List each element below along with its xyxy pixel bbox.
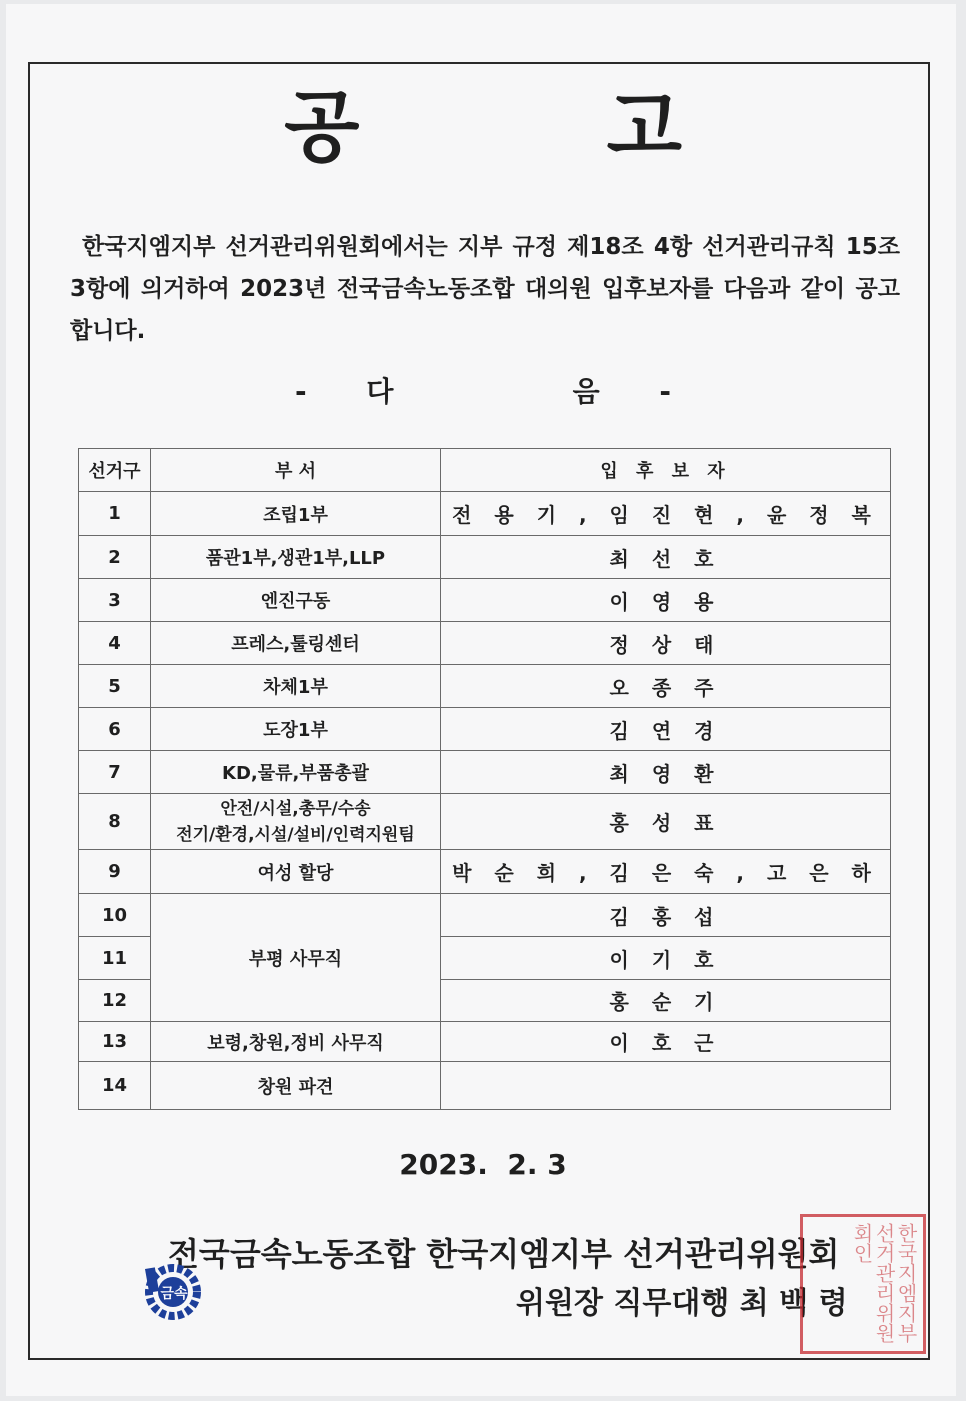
department-cell: 보령,창원,정비 사무직 (151, 1022, 441, 1062)
district-number: 9 (79, 850, 151, 894)
candidate-cell: 이 기 호 (441, 937, 891, 980)
notice-date: 2023. 2. 3 (399, 1148, 567, 1181)
union-logo-icon (98, 1222, 188, 1302)
candidate-cell: 홍 성 표 (441, 794, 891, 850)
candidate-cell (441, 1062, 891, 1110)
notice-subheading: - 다 음 - (294, 375, 672, 408)
district-number: 4 (79, 622, 151, 665)
candidate-cell: 이 호 근 (441, 1022, 891, 1062)
header-district: 선거구 (79, 449, 151, 492)
district-number: 13 (79, 1022, 151, 1062)
table-row (79, 1022, 891, 1062)
department-cell: 여성 할당 (151, 850, 441, 894)
notice-paragraph-text: 한국지엠지부 선거관리위원회에서는 지부 규정 제18조 4항 선거관리규칙 15조 3항에 의거하여 2023년 전국금속노동조합 대의원 입후보자를 다음과 같이 공고합니다. (70, 234, 900, 344)
candidate-table (78, 448, 891, 1110)
district-number: 5 (79, 665, 151, 708)
table-row (79, 894, 891, 937)
district-number: 10 (79, 894, 151, 937)
candidate-cell: 김 홍 섭 (441, 894, 891, 937)
seal-text: 한국지엠지부선거관리위원회인 (850, 1223, 918, 1343)
department-cell: KD,물류,부품총괄 (151, 751, 441, 794)
table-row (79, 751, 891, 794)
table-row (79, 622, 891, 665)
logo-text: 금속 (160, 1286, 188, 1302)
organization-line (98, 1222, 840, 1302)
candidate-cell: 전 용 기 , 임 진 현 , 윤 정 복 (441, 492, 891, 536)
table-row (79, 665, 891, 708)
chairperson-signature-line: 위원장 직무대행 최 백 령 (516, 1286, 848, 1321)
candidate-cell: 오 종 주 (441, 665, 891, 708)
district-number: 6 (79, 708, 151, 751)
department-cell: 도장1부 (151, 708, 441, 751)
candidate-cell: 정 상 태 (441, 622, 891, 665)
department-line-1: 안전/시설,총무/수송 (220, 798, 371, 819)
district-number: 2 (79, 536, 151, 579)
district-number: 1 (79, 492, 151, 536)
department-cell: 엔진구동 (151, 579, 441, 622)
header-candidates: 입 후 보 자 (441, 449, 891, 492)
department-cell: 품관1부,생관1부,LLP (151, 536, 441, 579)
candidate-cell: 김 연 경 (441, 708, 891, 751)
table-row (79, 850, 891, 894)
department-cell: 창원 파견 (151, 1062, 441, 1110)
organization-name: 전국금속노동조합 한국지엠지부 선거관리위원회 (168, 1235, 840, 1273)
union-logo-graphic (143, 1260, 203, 1320)
department-cell: 조립1부 (151, 492, 441, 536)
candidate-cell: 최 선 호 (441, 536, 891, 579)
department-cell: 프레스,툴링센터 (151, 622, 441, 665)
district-number: 8 (79, 794, 151, 850)
district-number: 11 (79, 937, 151, 980)
department-cell (151, 794, 441, 850)
table-row (79, 492, 891, 536)
district-number: 14 (79, 1062, 151, 1110)
department-cell: 차체1부 (151, 665, 441, 708)
candidate-cell: 최 영 환 (441, 751, 891, 794)
district-number: 12 (79, 980, 151, 1022)
candidate-cell: 박 순 희 , 김 은 숙 , 고 은 하 (441, 850, 891, 894)
table-row (79, 794, 891, 850)
department-cell-merged: 부평 사무직 (151, 894, 441, 1022)
notice-title: 공 고 (284, 83, 792, 173)
table-row (79, 536, 891, 579)
notice-paragraph (70, 226, 900, 352)
table-row (79, 708, 891, 751)
official-seal-stamp (800, 1214, 926, 1354)
header-department: 부 서 (151, 449, 441, 492)
table-header-row (79, 449, 891, 492)
district-number: 3 (79, 579, 151, 622)
table-row (79, 1062, 891, 1110)
department-line-2: 전기/환경,시설/설비/인력지원팀 (176, 824, 415, 845)
table-row (79, 579, 891, 622)
candidate-cell: 홍 순 기 (441, 980, 891, 1022)
candidate-cell: 이 영 용 (441, 579, 891, 622)
district-number: 7 (79, 751, 151, 794)
